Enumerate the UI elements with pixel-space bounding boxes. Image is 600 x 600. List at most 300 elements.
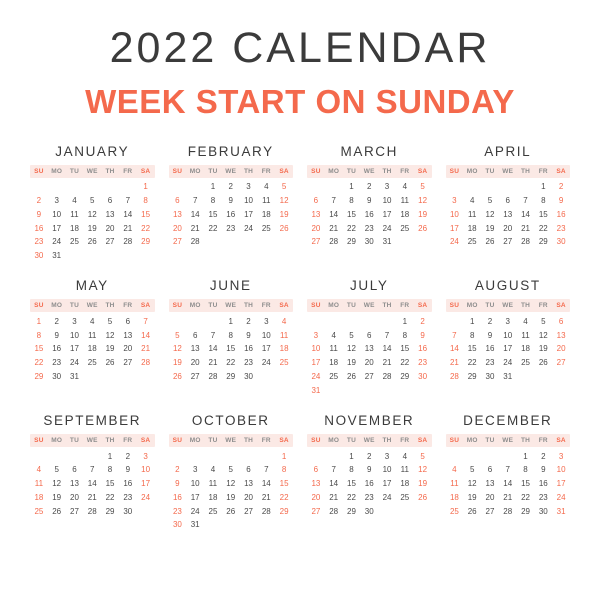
day-cell[interactable]: 21 bbox=[329, 223, 339, 233]
day-cell[interactable]: 3 bbox=[192, 465, 198, 475]
day-cell[interactable]: 28 bbox=[261, 506, 271, 516]
day-cell[interactable]: 9 bbox=[420, 330, 425, 340]
day-cell[interactable]: 20 bbox=[172, 223, 182, 233]
day-cell[interactable]: 29 bbox=[347, 506, 356, 516]
day-cell[interactable]: 20 bbox=[364, 358, 374, 368]
day-cell[interactable]: 29 bbox=[226, 371, 236, 381]
day-cell[interactable]: 23 bbox=[556, 223, 566, 233]
day-cell[interactable]: 9 bbox=[246, 330, 251, 340]
day-cell[interactable]: 8 bbox=[143, 195, 148, 205]
day-cell[interactable]: 3 bbox=[72, 316, 77, 326]
day-cell[interactable]: 16 bbox=[226, 209, 236, 219]
day-cell[interactable]: 13 bbox=[364, 344, 374, 354]
day-cell[interactable]: 30 bbox=[538, 506, 548, 516]
day-cell[interactable]: 3 bbox=[384, 182, 390, 192]
day-cell[interactable]: 21 bbox=[261, 492, 271, 502]
day-cell[interactable]: 4 bbox=[264, 182, 269, 192]
day-cell[interactable]: 22 bbox=[538, 223, 548, 233]
day-cell[interactable]: 5 bbox=[54, 465, 59, 475]
day-cell[interactable]: 3 bbox=[264, 316, 269, 326]
day-cell[interactable]: 5 bbox=[281, 182, 287, 192]
day-cell[interactable]: 13 bbox=[105, 209, 115, 219]
day-cell[interactable]: 4 bbox=[281, 316, 287, 326]
day-cell[interactable]: 11 bbox=[329, 344, 338, 354]
day-cell[interactable]: 12 bbox=[52, 479, 62, 489]
day-cell[interactable]: 17 bbox=[382, 479, 392, 489]
day-cell[interactable]: 14 bbox=[382, 344, 392, 354]
day-cell[interactable]: 19 bbox=[485, 223, 495, 233]
day-cell[interactable]: 24 bbox=[261, 358, 271, 368]
day-cell[interactable]: 29 bbox=[347, 237, 356, 247]
day-cell[interactable]: 12 bbox=[105, 330, 115, 340]
day-cell[interactable]: 30 bbox=[52, 371, 62, 381]
day-cell[interactable]: 22 bbox=[467, 358, 477, 368]
day-cell[interactable]: 6 bbox=[367, 330, 372, 340]
day-cell[interactable]: 16 bbox=[538, 479, 548, 489]
day-cell[interactable]: 15 bbox=[467, 344, 477, 354]
day-cell[interactable]: 9 bbox=[125, 465, 131, 475]
day-cell[interactable]: 13 bbox=[70, 479, 79, 489]
day-cell[interactable]: 4 bbox=[72, 195, 77, 205]
day-cell[interactable]: 2 bbox=[246, 316, 251, 326]
day-cell[interactable]: 26 bbox=[467, 506, 477, 516]
day-cell[interactable]: 17 bbox=[261, 344, 271, 354]
day-cell[interactable]: 27 bbox=[556, 358, 566, 368]
day-cell[interactable]: 4 bbox=[402, 451, 408, 461]
day-cell[interactable]: 25 bbox=[261, 223, 271, 233]
day-cell[interactable]: 7 bbox=[331, 195, 336, 205]
day-cell[interactable]: 21 bbox=[503, 492, 513, 502]
day-cell[interactable]: 12 bbox=[538, 330, 548, 340]
day-cell[interactable]: 13 bbox=[503, 209, 513, 219]
day-cell[interactable]: 4 bbox=[452, 465, 457, 475]
day-cell[interactable]: 17 bbox=[244, 209, 253, 219]
day-cell[interactable]: 7 bbox=[125, 195, 131, 205]
day-cell[interactable]: 26 bbox=[347, 371, 356, 381]
day-cell[interactable]: 11 bbox=[279, 330, 289, 340]
day-cell[interactable]: 18 bbox=[329, 358, 339, 368]
day-cell[interactable]: 6 bbox=[192, 330, 198, 340]
day-cell[interactable]: 26 bbox=[485, 237, 495, 247]
day-cell[interactable]: 11 bbox=[88, 330, 97, 340]
day-cell[interactable]: 17 bbox=[52, 223, 62, 233]
day-cell[interactable]: 20 bbox=[244, 492, 253, 502]
day-cell[interactable]: 2 bbox=[367, 451, 372, 461]
day-cell[interactable]: 25 bbox=[208, 506, 218, 516]
day-cell[interactable]: 14 bbox=[190, 209, 200, 219]
day-cell[interactable]: 25 bbox=[400, 492, 410, 502]
day-cell[interactable]: 29 bbox=[141, 237, 151, 247]
day-cell[interactable]: 8 bbox=[469, 330, 475, 340]
day-cell[interactable]: 6 bbox=[313, 465, 319, 475]
day-cell[interactable]: 12 bbox=[279, 195, 289, 205]
day-cell[interactable]: 1 bbox=[281, 451, 287, 461]
day-cell[interactable]: 28 bbox=[87, 506, 97, 516]
day-cell[interactable]: 10 bbox=[261, 330, 271, 340]
day-cell[interactable]: 19 bbox=[418, 209, 428, 219]
day-cell[interactable]: 11 bbox=[468, 209, 477, 219]
day-cell[interactable]: 8 bbox=[541, 195, 546, 205]
day-cell[interactable]: 5 bbox=[420, 451, 425, 461]
day-cell[interactable]: 9 bbox=[228, 195, 233, 205]
day-cell[interactable]: 20 bbox=[123, 344, 133, 354]
day-cell[interactable]: 16 bbox=[364, 209, 374, 219]
day-cell[interactable]: 21 bbox=[87, 492, 97, 502]
day-cell[interactable]: 28 bbox=[208, 371, 218, 381]
day-cell[interactable]: 11 bbox=[208, 479, 218, 489]
day-cell[interactable]: 19 bbox=[172, 358, 182, 368]
day-cell[interactable]: 28 bbox=[449, 371, 459, 381]
day-cell[interactable]: 6 bbox=[107, 195, 113, 205]
day-cell[interactable]: 6 bbox=[313, 195, 319, 205]
day-cell[interactable]: 11 bbox=[262, 195, 271, 205]
day-cell[interactable]: 26 bbox=[105, 358, 115, 368]
day-cell[interactable]: 22 bbox=[226, 358, 236, 368]
day-cell[interactable]: 25 bbox=[329, 371, 339, 381]
day-cell[interactable]: 24 bbox=[52, 237, 62, 247]
day-cell[interactable]: 30 bbox=[244, 371, 253, 381]
day-cell[interactable]: 26 bbox=[418, 223, 428, 233]
day-cell[interactable]: 26 bbox=[538, 358, 548, 368]
day-cell[interactable]: 8 bbox=[349, 195, 354, 205]
day-cell[interactable]: 17 bbox=[190, 492, 200, 502]
day-cell[interactable]: 20 bbox=[485, 492, 495, 502]
day-cell[interactable]: 3 bbox=[313, 330, 319, 340]
day-cell[interactable]: 7 bbox=[264, 465, 269, 475]
day-cell[interactable]: 27 bbox=[311, 237, 321, 247]
day-cell[interactable]: 15 bbox=[400, 344, 410, 354]
day-cell[interactable]: 2 bbox=[175, 465, 180, 475]
day-cell[interactable]: 27 bbox=[105, 237, 115, 247]
day-cell[interactable]: 12 bbox=[347, 344, 356, 354]
day-cell[interactable]: 6 bbox=[175, 195, 180, 205]
day-cell[interactable]: 18 bbox=[467, 223, 477, 233]
day-cell[interactable]: 9 bbox=[367, 195, 372, 205]
day-cell[interactable]: 26 bbox=[52, 506, 62, 516]
day-cell[interactable]: 28 bbox=[329, 237, 339, 247]
day-cell[interactable]: 3 bbox=[452, 195, 457, 205]
day-cell[interactable]: 18 bbox=[400, 209, 410, 219]
day-cell[interactable]: 29 bbox=[467, 371, 477, 381]
day-cell[interactable]: 14 bbox=[208, 344, 218, 354]
day-cell[interactable]: 9 bbox=[541, 465, 546, 475]
day-cell[interactable]: 21 bbox=[382, 358, 392, 368]
day-cell[interactable]: 7 bbox=[452, 330, 457, 340]
day-cell[interactable]: 15 bbox=[279, 479, 289, 489]
day-cell[interactable]: 28 bbox=[503, 506, 513, 516]
day-cell[interactable]: 14 bbox=[87, 479, 97, 489]
day-cell[interactable]: 5 bbox=[90, 195, 95, 205]
day-cell[interactable]: 2 bbox=[558, 182, 564, 192]
day-cell[interactable]: 22 bbox=[400, 358, 410, 368]
day-cell[interactable]: 18 bbox=[208, 492, 218, 502]
day-cell[interactable]: 29 bbox=[521, 506, 530, 516]
day-cell[interactable]: 4 bbox=[90, 316, 95, 326]
day-cell[interactable]: 4 bbox=[469, 195, 475, 205]
day-cell[interactable]: 30 bbox=[556, 237, 566, 247]
day-cell[interactable]: 22 bbox=[34, 358, 44, 368]
day-cell[interactable]: 17 bbox=[382, 209, 392, 219]
day-cell[interactable]: 29 bbox=[279, 506, 289, 516]
day-cell[interactable]: 22 bbox=[347, 223, 356, 233]
day-cell[interactable]: 23 bbox=[52, 358, 62, 368]
day-cell[interactable]: 23 bbox=[172, 506, 182, 516]
day-cell[interactable]: 15 bbox=[34, 344, 44, 354]
day-cell[interactable]: 7 bbox=[384, 330, 390, 340]
day-cell[interactable]: 23 bbox=[364, 492, 374, 502]
day-cell[interactable]: 1 bbox=[210, 182, 216, 192]
day-cell[interactable]: 10 bbox=[556, 465, 566, 475]
day-cell[interactable]: 19 bbox=[279, 209, 289, 219]
day-cell[interactable]: 23 bbox=[226, 223, 236, 233]
day-cell[interactable]: 18 bbox=[449, 492, 459, 502]
day-cell[interactable]: 12 bbox=[226, 479, 236, 489]
day-cell[interactable]: 23 bbox=[123, 492, 133, 502]
day-cell[interactable]: 31 bbox=[311, 385, 321, 395]
day-cell[interactable]: 3 bbox=[54, 195, 59, 205]
day-cell[interactable]: 22 bbox=[141, 223, 151, 233]
day-cell[interactable]: 24 bbox=[449, 237, 459, 247]
day-cell[interactable]: 4 bbox=[36, 465, 42, 475]
day-cell[interactable]: 15 bbox=[521, 479, 530, 489]
day-cell[interactable]: 31 bbox=[70, 371, 79, 381]
day-cell[interactable]: 27 bbox=[364, 371, 374, 381]
day-cell[interactable]: 5 bbox=[541, 316, 546, 326]
day-cell[interactable]: 25 bbox=[467, 237, 477, 247]
day-cell[interactable]: 10 bbox=[382, 465, 392, 475]
day-cell[interactable]: 14 bbox=[503, 479, 513, 489]
day-cell[interactable]: 1 bbox=[541, 182, 546, 192]
day-cell[interactable]: 30 bbox=[418, 371, 428, 381]
day-cell[interactable]: 7 bbox=[331, 465, 336, 475]
day-cell[interactable]: 5 bbox=[487, 195, 493, 205]
day-cell[interactable]: 9 bbox=[558, 195, 564, 205]
day-cell[interactable]: 3 bbox=[143, 451, 148, 461]
day-cell[interactable]: 16 bbox=[244, 344, 253, 354]
day-cell[interactable]: 25 bbox=[400, 223, 410, 233]
day-cell[interactable]: 17 bbox=[70, 344, 79, 354]
day-cell[interactable]: 5 bbox=[469, 465, 475, 475]
day-cell[interactable]: 10 bbox=[503, 330, 513, 340]
day-cell[interactable]: 22 bbox=[347, 492, 356, 502]
day-cell[interactable]: 16 bbox=[364, 479, 374, 489]
day-cell[interactable]: 26 bbox=[172, 371, 182, 381]
day-cell[interactable]: 11 bbox=[70, 209, 79, 219]
day-cell[interactable]: 1 bbox=[469, 316, 475, 326]
day-cell[interactable]: 18 bbox=[70, 223, 79, 233]
day-cell[interactable]: 18 bbox=[261, 209, 271, 219]
day-cell[interactable]: 16 bbox=[556, 209, 566, 219]
day-cell[interactable]: 17 bbox=[311, 358, 321, 368]
day-cell[interactable]: 23 bbox=[538, 492, 548, 502]
day-cell[interactable]: 18 bbox=[34, 492, 44, 502]
day-cell[interactable]: 5 bbox=[349, 330, 354, 340]
day-cell[interactable]: 12 bbox=[418, 465, 428, 475]
day-cell[interactable]: 15 bbox=[347, 209, 356, 219]
day-cell[interactable]: 10 bbox=[449, 209, 459, 219]
day-cell[interactable]: 19 bbox=[105, 344, 115, 354]
day-cell[interactable]: 13 bbox=[311, 479, 321, 489]
day-cell[interactable]: 5 bbox=[420, 182, 425, 192]
day-cell[interactable]: 28 bbox=[190, 237, 200, 247]
day-cell[interactable]: 10 bbox=[70, 330, 79, 340]
day-cell[interactable]: 17 bbox=[141, 479, 151, 489]
day-cell[interactable]: 14 bbox=[141, 330, 151, 340]
day-cell[interactable]: 29 bbox=[34, 371, 44, 381]
day-cell[interactable]: 10 bbox=[141, 465, 151, 475]
day-cell[interactable]: 22 bbox=[208, 223, 218, 233]
day-cell[interactable]: 15 bbox=[538, 209, 548, 219]
day-cell[interactable]: 19 bbox=[87, 223, 97, 233]
day-cell[interactable]: 3 bbox=[505, 316, 510, 326]
day-cell[interactable]: 10 bbox=[244, 195, 253, 205]
day-cell[interactable]: 26 bbox=[87, 237, 97, 247]
day-cell[interactable]: 14 bbox=[123, 209, 133, 219]
day-cell[interactable]: 16 bbox=[172, 492, 182, 502]
day-cell[interactable]: 21 bbox=[190, 223, 200, 233]
day-cell[interactable]: 24 bbox=[141, 492, 151, 502]
day-cell[interactable]: 6 bbox=[487, 465, 493, 475]
day-cell[interactable]: 23 bbox=[244, 358, 253, 368]
day-cell[interactable]: 1 bbox=[107, 451, 113, 461]
day-cell[interactable]: 23 bbox=[485, 358, 495, 368]
day-cell[interactable]: 19 bbox=[418, 479, 428, 489]
day-cell[interactable]: 6 bbox=[505, 195, 510, 205]
day-cell[interactable]: 7 bbox=[523, 195, 528, 205]
day-cell[interactable]: 5 bbox=[175, 330, 180, 340]
day-cell[interactable]: 7 bbox=[505, 465, 510, 475]
day-cell[interactable]: 22 bbox=[105, 492, 115, 502]
day-cell[interactable]: 5 bbox=[228, 465, 233, 475]
day-cell[interactable]: 1 bbox=[143, 182, 148, 192]
day-cell[interactable]: 25 bbox=[87, 358, 97, 368]
day-cell[interactable]: 2 bbox=[541, 451, 546, 461]
day-cell[interactable]: 20 bbox=[311, 492, 321, 502]
day-cell[interactable]: 16 bbox=[52, 344, 62, 354]
day-cell[interactable]: 20 bbox=[190, 358, 200, 368]
day-cell[interactable]: 2 bbox=[54, 316, 59, 326]
day-cell[interactable]: 9 bbox=[175, 479, 180, 489]
day-cell[interactable]: 13 bbox=[485, 479, 495, 489]
day-cell[interactable]: 20 bbox=[105, 223, 115, 233]
day-cell[interactable]: 24 bbox=[382, 223, 392, 233]
day-cell[interactable]: 22 bbox=[521, 492, 530, 502]
day-cell[interactable]: 14 bbox=[329, 209, 339, 219]
day-cell[interactable]: 13 bbox=[556, 330, 566, 340]
day-cell[interactable]: 6 bbox=[125, 316, 131, 326]
day-cell[interactable]: 17 bbox=[449, 223, 459, 233]
day-cell[interactable]: 15 bbox=[208, 209, 218, 219]
day-cell[interactable]: 30 bbox=[364, 237, 374, 247]
day-cell[interactable]: 14 bbox=[261, 479, 271, 489]
day-cell[interactable]: 18 bbox=[87, 344, 97, 354]
day-cell[interactable]: 7 bbox=[210, 330, 216, 340]
day-cell[interactable]: 10 bbox=[311, 344, 321, 354]
day-cell[interactable]: 3 bbox=[246, 182, 251, 192]
day-cell[interactable]: 19 bbox=[226, 492, 236, 502]
day-cell[interactable]: 10 bbox=[382, 195, 392, 205]
day-cell[interactable]: 30 bbox=[485, 371, 495, 381]
day-cell[interactable]: 3 bbox=[558, 451, 564, 461]
day-cell[interactable]: 27 bbox=[190, 371, 200, 381]
day-cell[interactable]: 25 bbox=[279, 358, 289, 368]
day-cell[interactable]: 21 bbox=[123, 223, 133, 233]
day-cell[interactable]: 11 bbox=[521, 330, 530, 340]
day-cell[interactable]: 2 bbox=[420, 316, 425, 326]
day-cell[interactable]: 4 bbox=[331, 330, 336, 340]
day-cell[interactable]: 25 bbox=[34, 506, 44, 516]
day-cell[interactable]: 9 bbox=[367, 465, 372, 475]
day-cell[interactable]: 24 bbox=[244, 223, 253, 233]
day-cell[interactable]: 15 bbox=[347, 479, 356, 489]
day-cell[interactable]: 30 bbox=[34, 251, 44, 261]
day-cell[interactable]: 1 bbox=[523, 451, 528, 461]
day-cell[interactable]: 8 bbox=[36, 330, 42, 340]
day-cell[interactable]: 27 bbox=[123, 358, 133, 368]
day-cell[interactable]: 2 bbox=[36, 195, 42, 205]
day-cell[interactable]: 15 bbox=[105, 479, 115, 489]
day-cell[interactable]: 27 bbox=[172, 237, 182, 247]
day-cell[interactable]: 31 bbox=[382, 237, 392, 247]
day-cell[interactable]: 20 bbox=[70, 492, 79, 502]
day-cell[interactable]: 16 bbox=[123, 479, 133, 489]
day-cell[interactable]: 25 bbox=[70, 237, 79, 247]
day-cell[interactable]: 10 bbox=[190, 479, 200, 489]
day-cell[interactable]: 23 bbox=[364, 223, 374, 233]
day-cell[interactable]: 21 bbox=[329, 492, 339, 502]
day-cell[interactable]: 8 bbox=[349, 465, 354, 475]
day-cell[interactable]: 21 bbox=[449, 358, 459, 368]
day-cell[interactable]: 27 bbox=[311, 506, 321, 516]
day-cell[interactable]: 18 bbox=[521, 344, 530, 354]
day-cell[interactable]: 29 bbox=[105, 506, 115, 516]
day-cell[interactable]: 8 bbox=[281, 465, 287, 475]
day-cell[interactable]: 8 bbox=[228, 330, 233, 340]
day-cell[interactable]: 30 bbox=[364, 506, 374, 516]
day-cell[interactable]: 3 bbox=[384, 451, 390, 461]
day-cell[interactable]: 2 bbox=[125, 451, 131, 461]
day-cell[interactable]: 2 bbox=[367, 182, 372, 192]
day-cell[interactable]: 4 bbox=[402, 182, 408, 192]
day-cell[interactable]: 13 bbox=[244, 479, 253, 489]
day-cell[interactable]: 15 bbox=[226, 344, 236, 354]
day-cell[interactable]: 17 bbox=[556, 479, 566, 489]
day-cell[interactable]: 12 bbox=[467, 479, 477, 489]
day-cell[interactable]: 24 bbox=[382, 492, 392, 502]
day-cell[interactable]: 12 bbox=[172, 344, 182, 354]
day-cell[interactable]: 21 bbox=[141, 344, 151, 354]
day-cell[interactable]: 2 bbox=[228, 182, 233, 192]
day-cell[interactable]: 14 bbox=[449, 344, 459, 354]
day-cell[interactable]: 22 bbox=[279, 492, 289, 502]
day-cell[interactable]: 31 bbox=[190, 520, 200, 530]
day-cell[interactable]: 11 bbox=[400, 195, 409, 205]
day-cell[interactable]: 25 bbox=[521, 358, 530, 368]
day-cell[interactable]: 17 bbox=[503, 344, 513, 354]
day-cell[interactable]: 24 bbox=[190, 506, 200, 516]
day-cell[interactable]: 26 bbox=[226, 506, 236, 516]
day-cell[interactable]: 30 bbox=[172, 520, 182, 530]
day-cell[interactable]: 13 bbox=[190, 344, 200, 354]
day-cell[interactable]: 12 bbox=[87, 209, 97, 219]
day-cell[interactable]: 19 bbox=[538, 344, 548, 354]
day-cell[interactable]: 12 bbox=[485, 209, 495, 219]
day-cell[interactable]: 18 bbox=[400, 479, 410, 489]
day-cell[interactable]: 26 bbox=[418, 492, 428, 502]
day-cell[interactable]: 23 bbox=[418, 358, 428, 368]
day-cell[interactable]: 7 bbox=[143, 316, 148, 326]
day-cell[interactable]: 29 bbox=[538, 237, 548, 247]
